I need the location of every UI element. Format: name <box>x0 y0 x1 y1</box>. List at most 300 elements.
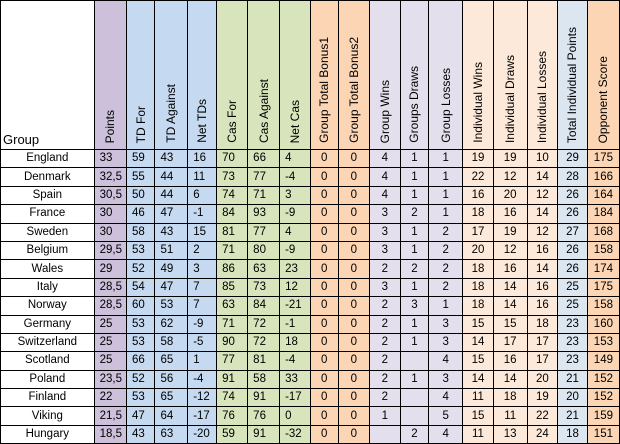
table-cell: 18 <box>463 260 494 278</box>
table-cell: 71 <box>217 241 248 259</box>
table-cell: 0 <box>310 297 338 315</box>
table-cell: -5 <box>188 333 217 351</box>
table-cell: 17 <box>527 352 558 370</box>
table-cell: 20 <box>527 370 558 388</box>
table-cell: 2 <box>370 389 401 407</box>
table-cell: 20 <box>558 389 588 407</box>
table-cell: 15 <box>493 315 527 333</box>
table-cell: 160 <box>587 315 619 333</box>
table-cell: 0 <box>338 425 369 443</box>
table-row <box>1 241 620 259</box>
table-cell: 0 <box>310 241 338 259</box>
group-name-cell: France <box>1 205 95 223</box>
table-cell: 18 <box>527 315 558 333</box>
group-name-cell: Belgium <box>1 241 95 259</box>
table-cell: 0 <box>310 425 338 443</box>
table-cell: 4 <box>429 425 463 443</box>
table-cell: 66 <box>127 352 155 370</box>
table-cell: 13 <box>493 425 527 443</box>
table-cell: 14 <box>527 260 558 278</box>
table-cell: 54 <box>127 278 155 296</box>
table-cell: 91 <box>248 389 280 407</box>
table-cell: 2 <box>429 260 463 278</box>
table-cell: 0 <box>310 389 338 407</box>
table-row <box>1 260 620 278</box>
table-cell: 14 <box>527 168 558 186</box>
column-header-label: Groups Draws <box>407 66 422 143</box>
table-cell: 43 <box>155 150 188 168</box>
table-cell: 17 <box>493 333 527 351</box>
table-cell: 1 <box>429 150 463 168</box>
table-cell: 2 <box>400 205 429 223</box>
table-cell: 62 <box>155 315 188 333</box>
table-cell: 17 <box>527 333 558 351</box>
table-cell: 0 <box>310 315 338 333</box>
table-cell: 15 <box>463 352 494 370</box>
table-cell: -17 <box>280 389 311 407</box>
table-cell: 14 <box>493 370 527 388</box>
table-row <box>1 168 620 186</box>
table-cell: 4 <box>370 168 401 186</box>
table-cell: 55 <box>127 168 155 186</box>
table-cell: 58 <box>127 223 155 241</box>
table-cell: 0 <box>338 315 369 333</box>
column-header <box>558 1 588 150</box>
table-cell: 14 <box>493 297 527 315</box>
table-cell: 149 <box>587 352 619 370</box>
table-cell: 44 <box>155 186 188 204</box>
column-header <box>94 1 126 150</box>
group-name-cell: Hungary <box>1 425 95 443</box>
table-cell: 0 <box>338 389 369 407</box>
table-cell: 3 <box>400 297 429 315</box>
table-cell: 7 <box>188 297 217 315</box>
table-cell: 33 <box>94 150 126 168</box>
table-cell: -9 <box>188 315 217 333</box>
table-cell: 0 <box>338 352 369 370</box>
table-cell: 64 <box>155 407 188 425</box>
table-cell: 152 <box>587 370 619 388</box>
table-cell: 4 <box>280 150 311 168</box>
table-cell: 2 <box>400 425 429 443</box>
table-cell: -32 <box>280 425 311 443</box>
table-cell: 11 <box>493 407 527 425</box>
table-cell: 28 <box>558 168 588 186</box>
column-header <box>463 1 494 150</box>
table-cell: 151 <box>587 425 619 443</box>
column-header-label: Cas Against <box>256 78 271 143</box>
table-cell: 53 <box>127 389 155 407</box>
table-cell: 30 <box>94 223 126 241</box>
table-cell: -21 <box>280 297 311 315</box>
group-header: Group <box>1 1 95 150</box>
table-row <box>1 352 620 370</box>
table-cell: 15 <box>463 407 494 425</box>
table-cell: 20 <box>463 241 494 259</box>
table-cell: 28,5 <box>94 297 126 315</box>
column-header <box>127 1 155 150</box>
table-cell: 1 <box>429 186 463 204</box>
column-header-label: Net Cas <box>287 99 302 143</box>
table-cell: 0 <box>310 205 338 223</box>
table-cell: 19 <box>527 389 558 407</box>
table-cell: 24 <box>527 425 558 443</box>
table-cell: 50 <box>127 186 155 204</box>
table-cell: 76 <box>217 407 248 425</box>
table-cell: 0 <box>338 260 369 278</box>
table-cell: 60 <box>127 297 155 315</box>
table-cell: 16 <box>527 297 558 315</box>
group-name-cell: Germany <box>1 315 95 333</box>
table-cell: 53 <box>155 297 188 315</box>
table-cell: 65 <box>155 389 188 407</box>
table-cell: 86 <box>217 260 248 278</box>
table-cell: 0 <box>338 241 369 259</box>
column-header-label: Individual Wins <box>470 62 485 143</box>
table-cell: 63 <box>217 297 248 315</box>
table-cell: 25 <box>94 352 126 370</box>
table-cell: 20 <box>493 186 527 204</box>
table-cell: 0 <box>338 333 369 351</box>
table-cell: 1 <box>400 150 429 168</box>
group-name-cell: Sweden <box>1 223 95 241</box>
table-cell: -1 <box>188 205 217 223</box>
table-cell: 80 <box>248 241 280 259</box>
table-cell: 27 <box>558 223 588 241</box>
table-cell: 26 <box>558 260 588 278</box>
table-row <box>1 315 620 333</box>
table-cell: 11 <box>188 168 217 186</box>
table-cell: 1 <box>400 168 429 186</box>
table-cell: 91 <box>217 370 248 388</box>
table-cell: 5 <box>429 407 463 425</box>
table-cell: 53 <box>127 315 155 333</box>
table-cell: 81 <box>217 223 248 241</box>
table-cell: 72 <box>248 333 280 351</box>
table-cell: -4 <box>188 370 217 388</box>
table-cell: 15 <box>188 223 217 241</box>
table-cell: 71 <box>217 315 248 333</box>
table-cell: 90 <box>217 333 248 351</box>
table-cell: 22 <box>527 407 558 425</box>
table-cell: 29 <box>94 260 126 278</box>
table-cell: 0 <box>338 168 369 186</box>
table-cell: 12 <box>493 241 527 259</box>
table-cell: 17 <box>463 223 494 241</box>
table-cell: 1 <box>429 205 463 223</box>
table-cell: 12 <box>280 278 311 296</box>
table-cell: 1 <box>370 407 401 425</box>
table-cell: 3 <box>370 278 401 296</box>
table-cell: 166 <box>587 168 619 186</box>
table-cell: 11 <box>463 389 494 407</box>
table-cell: -4 <box>280 352 311 370</box>
table-cell: 56 <box>155 370 188 388</box>
table-row <box>1 186 620 204</box>
table-cell: 74 <box>217 389 248 407</box>
table-row <box>1 389 620 407</box>
table-cell <box>400 389 429 407</box>
table-row <box>1 205 620 223</box>
table-cell: 21,5 <box>94 407 126 425</box>
table-cell: 11 <box>463 425 494 443</box>
table-cell: 153 <box>587 333 619 351</box>
table-cell: 23 <box>558 333 588 351</box>
table-cell: 52 <box>127 260 155 278</box>
table-cell: 85 <box>217 278 248 296</box>
table-cell: 0 <box>310 150 338 168</box>
table-cell: 3 <box>280 186 311 204</box>
table-cell: 22 <box>463 168 494 186</box>
column-header <box>310 1 338 150</box>
column-header <box>493 1 527 150</box>
table-cell: 43 <box>155 223 188 241</box>
column-header-label: Individual Draws <box>503 54 518 143</box>
table-cell: 16 <box>527 241 558 259</box>
column-header <box>527 1 558 150</box>
table-cell: 0 <box>280 407 311 425</box>
table-cell: 14 <box>493 278 527 296</box>
table-cell: 47 <box>127 407 155 425</box>
table-cell: 70 <box>217 150 248 168</box>
table-cell: 2 <box>370 352 401 370</box>
table-cell: 84 <box>217 205 248 223</box>
table-cell: 16 <box>493 260 527 278</box>
table-cell: 1 <box>429 168 463 186</box>
table-cell <box>400 407 429 425</box>
column-header <box>429 1 463 150</box>
table-cell: 21 <box>558 407 588 425</box>
column-header <box>217 1 248 150</box>
column-header <box>338 1 369 150</box>
table-cell: 23 <box>280 260 311 278</box>
table-row <box>1 297 620 315</box>
table-cell: 0 <box>338 223 369 241</box>
table-cell: 0 <box>338 278 369 296</box>
table-cell: 63 <box>155 425 188 443</box>
table-cell: 91 <box>248 425 280 443</box>
table-cell: 3 <box>429 315 463 333</box>
table-cell: 25 <box>558 297 588 315</box>
table-cell: 19 <box>493 223 527 241</box>
table-cell: 12 <box>527 186 558 204</box>
table-cell <box>400 352 429 370</box>
group-name-cell: Switzerland <box>1 333 95 351</box>
table-cell: 164 <box>587 186 619 204</box>
table-cell: 18 <box>463 297 494 315</box>
table-cell: 0 <box>310 333 338 351</box>
table-cell: 47 <box>155 205 188 223</box>
table-cell: 1 <box>400 223 429 241</box>
column-header <box>587 1 619 150</box>
column-header-label: Group Losses <box>438 68 453 143</box>
column-header <box>155 1 188 150</box>
table-cell: -1 <box>280 315 311 333</box>
table-cell: -4 <box>280 168 311 186</box>
table-cell: 6 <box>188 186 217 204</box>
table-cell: 2 <box>370 333 401 351</box>
column-header-label: Net TDs <box>195 99 210 143</box>
table-cell: 3 <box>188 260 217 278</box>
table-cell: 15 <box>463 315 494 333</box>
table-cell: 0 <box>310 186 338 204</box>
table-cell: 10 <box>527 150 558 168</box>
table-cell: 66 <box>248 150 280 168</box>
table-cell: 77 <box>217 352 248 370</box>
table-cell: 7 <box>188 278 217 296</box>
table-cell: 1 <box>400 315 429 333</box>
table-cell: 30 <box>94 205 126 223</box>
table-cell: 63 <box>248 260 280 278</box>
table-cell: 4 <box>429 389 463 407</box>
group-name-cell: Finland <box>1 389 95 407</box>
column-header-label: TD Against <box>164 84 179 143</box>
group-name-cell: Viking <box>1 407 95 425</box>
table-cell: 47 <box>155 278 188 296</box>
group-name-cell: Denmark <box>1 168 95 186</box>
table-cell: 51 <box>155 241 188 259</box>
table-cell: 159 <box>587 407 619 425</box>
table-cell: 43 <box>127 425 155 443</box>
table-cell: 2 <box>429 223 463 241</box>
column-header-label: Group Total Bonus2 <box>346 37 361 143</box>
table-row <box>1 333 620 351</box>
column-header-label: Total Individual Points <box>565 26 580 143</box>
table-cell: 23,5 <box>94 370 126 388</box>
table-cell: 59 <box>217 425 248 443</box>
table-cell: 0 <box>310 407 338 425</box>
table-cell: 77 <box>248 223 280 241</box>
table-cell: -20 <box>188 425 217 443</box>
table-cell: 168 <box>587 223 619 241</box>
column-header <box>370 1 401 150</box>
table-cell: 158 <box>587 297 619 315</box>
table-cell: 25 <box>94 315 126 333</box>
table-cell: 74 <box>217 186 248 204</box>
table-cell: 73 <box>248 278 280 296</box>
column-header <box>248 1 280 150</box>
table-row <box>1 150 620 168</box>
table-cell: 0 <box>310 223 338 241</box>
table-cell: 16 <box>188 150 217 168</box>
table-cell: 76 <box>248 407 280 425</box>
table-cell: 2 <box>188 241 217 259</box>
table-cell: 22 <box>94 389 126 407</box>
group-name-cell: Italy <box>1 278 95 296</box>
table-cell: 3 <box>370 223 401 241</box>
table-cell: 65 <box>155 352 188 370</box>
table-cell: 0 <box>310 370 338 388</box>
table-cell: 0 <box>338 370 369 388</box>
table-cell: -12 <box>188 389 217 407</box>
column-header-label: Individual Losses <box>535 50 550 143</box>
table-cell: 2 <box>370 260 401 278</box>
table-cell: 16 <box>463 186 494 204</box>
table-cell: 81 <box>248 352 280 370</box>
table-row <box>1 425 620 443</box>
column-header-label: Opponent Score <box>596 55 611 143</box>
table-cell: 0 <box>310 168 338 186</box>
table-cell: 2 <box>400 260 429 278</box>
table-cell: 19 <box>493 150 527 168</box>
table-cell: 53 <box>127 333 155 351</box>
table-cell: 1 <box>188 352 217 370</box>
table-cell: 44 <box>155 168 188 186</box>
table-cell: 18 <box>558 425 588 443</box>
table-cell: 2 <box>429 278 463 296</box>
column-header <box>280 1 311 150</box>
table-cell: 175 <box>587 278 619 296</box>
table-cell: 26 <box>558 205 588 223</box>
table-cell: 0 <box>338 297 369 315</box>
table-cell: 16 <box>493 205 527 223</box>
table-cell: -9 <box>280 205 311 223</box>
table-cell: 3 <box>429 333 463 351</box>
table-cell: 49 <box>155 260 188 278</box>
group-name-cell: Poland <box>1 370 95 388</box>
table-cell: 1 <box>400 241 429 259</box>
table-cell: 58 <box>155 333 188 351</box>
column-header-label: Group Wins <box>377 79 392 143</box>
table-body <box>1 150 620 444</box>
table-cell: 18 <box>280 333 311 351</box>
table-cell: 26 <box>558 186 588 204</box>
table-row <box>1 407 620 425</box>
table-cell: 14 <box>527 205 558 223</box>
table-cell: 2 <box>429 241 463 259</box>
table-cell: 0 <box>338 150 369 168</box>
table-cell: 29 <box>558 150 588 168</box>
group-name-cell: Scotland <box>1 352 95 370</box>
table-cell: 1 <box>400 333 429 351</box>
table-cell: 2 <box>370 370 401 388</box>
table-cell: 72 <box>248 315 280 333</box>
header-row <box>1 1 620 150</box>
table-cell: 21 <box>558 370 588 388</box>
table-cell: 152 <box>587 389 619 407</box>
table-cell: 3 <box>370 205 401 223</box>
table-cell: 53 <box>127 241 155 259</box>
table-cell: 12 <box>527 223 558 241</box>
table-cell: 25 <box>94 333 126 351</box>
table-cell: 58 <box>248 370 280 388</box>
table-cell: 18 <box>493 389 527 407</box>
table-cell: 3 <box>429 370 463 388</box>
table-cell: 18,5 <box>94 425 126 443</box>
table-cell: 0 <box>338 186 369 204</box>
table-cell: 26 <box>558 241 588 259</box>
table-cell: 29,5 <box>94 241 126 259</box>
table-cell: 4 <box>429 352 463 370</box>
column-header-label: TD For <box>133 105 148 143</box>
table-cell: 4 <box>370 150 401 168</box>
table-cell: 2 <box>370 297 401 315</box>
table-cell: 4 <box>280 223 311 241</box>
table-cell: 25 <box>558 278 588 296</box>
table-cell: 175 <box>587 150 619 168</box>
table-cell: 12 <box>493 168 527 186</box>
table-row <box>1 278 620 296</box>
table-row <box>1 223 620 241</box>
table-cell: 16 <box>493 352 527 370</box>
table-cell: 16 <box>527 278 558 296</box>
table-cell: 93 <box>248 205 280 223</box>
table-cell: 2 <box>370 315 401 333</box>
table-cell: 77 <box>248 168 280 186</box>
group-name-cell: Spain <box>1 186 95 204</box>
table-cell: 1 <box>400 370 429 388</box>
column-header-label: Cas For <box>225 100 240 143</box>
